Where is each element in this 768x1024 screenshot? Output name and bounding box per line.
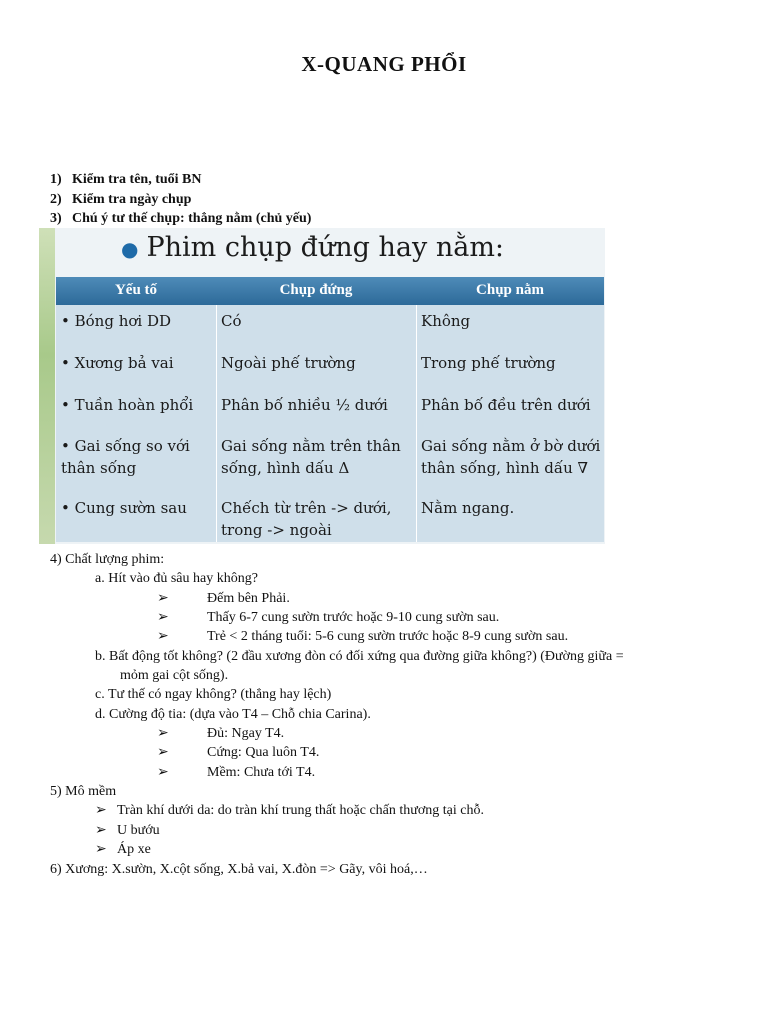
table-header: [56, 277, 604, 305]
arrow-bullet-icon: ➢: [95, 803, 107, 818]
list-item: b. Bất động tốt không? (2 đầu xương đòn có đối xứng qua đường giữa không?) (Đường giữa =: [95, 649, 624, 664]
section-heading: 4) Chất lượng phim:: [50, 552, 165, 567]
slide-heading: ● Phim chụp đứng hay nằm:: [121, 232, 505, 263]
comparison-table: Yếu tố Chụp đứng Chụp nằm • Bóng hơi DD Có Không • Xương bả vai Ngoài phế trường Trong phế trường • Tuần hoàn phổi Phân bố nhiều ½ dưới Phân bố đều trên dưới • Gai sống so với thân sống Gai sống nằm trên thân sống, hình dấu Δ Gai sống nằm ở bờ dưới thân sống, hình dấu ∇ • Cung sườn sau Chếch từ trên -> dưới, trong -> ngoài Nằm ngang.: [56, 277, 604, 542]
list-item: ➢ Mềm: Chưa tới T4.: [157, 763, 315, 782]
list-item: ➢ U bướu: [95, 821, 160, 840]
arrow-bullet-icon: ➢: [95, 842, 107, 857]
list-item: a. Hít vào đủ sâu hay không?: [95, 571, 258, 586]
column-header: Chụp đứng: [279, 282, 353, 298]
arrow-bullet-icon: ➢: [95, 823, 107, 838]
embedded-slide-image: [39, 228, 605, 544]
list-item-continuation: mỏm gai cột sống).: [120, 668, 229, 683]
list-item: ➢ Thấy 6-7 cung sườn trước hoặc 9-10 cung sườn sau.: [157, 608, 499, 627]
arrow-bullet-icon: ➢: [157, 610, 169, 625]
list-item: ➢ Áp xe: [95, 840, 151, 859]
section-heading: 6) Xương: X.sườn, X.cột sống, X.bả vai, X.đòn => Gãy, vôi hoá,…: [50, 862, 428, 877]
arrow-bullet-icon: ➢: [157, 726, 169, 741]
divider: [416, 305, 417, 542]
bullet-icon: ●: [121, 237, 139, 261]
section-heading: 5) Mô mềm: [50, 784, 117, 799]
list-item: ➢ Đếm bên Phải.: [157, 589, 290, 608]
divider: [216, 305, 217, 542]
checklist: [50, 170, 311, 229]
list-item: d. Cường độ tia: (dựa vào T4 – Chỗ chia Carina).: [95, 707, 371, 722]
list-item: 2) Kiểm tra ngày chụp: [50, 191, 192, 207]
arrow-bullet-icon: ➢: [157, 629, 169, 644]
list-item: ➢ Đủ: Ngay T4.: [157, 724, 284, 743]
slide-decoration: [39, 228, 55, 544]
column-header: Yếu tố: [114, 282, 158, 298]
list-item: ➢ Cứng: Qua luôn T4.: [157, 743, 319, 762]
arrow-bullet-icon: ➢: [157, 591, 169, 606]
list-item: c. Tư thế có ngay không? (thẳng hay lệch): [95, 687, 332, 702]
page-title: X-QUANG PHỔI: [301, 52, 467, 76]
list-item: ➢ Tràn khí dưới da: do tràn khí trung thất hoặc chấn thương tại chỗ.: [95, 801, 484, 820]
list-item: ➢ Trẻ < 2 tháng tuổi: 5-6 cung sườn trước hoặc 8-9 cung sườn sau.: [157, 627, 568, 646]
arrow-bullet-icon: ➢: [157, 745, 169, 760]
arrow-bullet-icon: ➢: [157, 765, 169, 780]
column-header: Chụp nằm: [476, 282, 544, 298]
list-item: 3) Chú ý tư thế chụp: thẳng nằm (chủ yếu): [50, 211, 312, 226]
list-item: 1) Kiểm tra tên, tuổi BN: [50, 172, 202, 187]
